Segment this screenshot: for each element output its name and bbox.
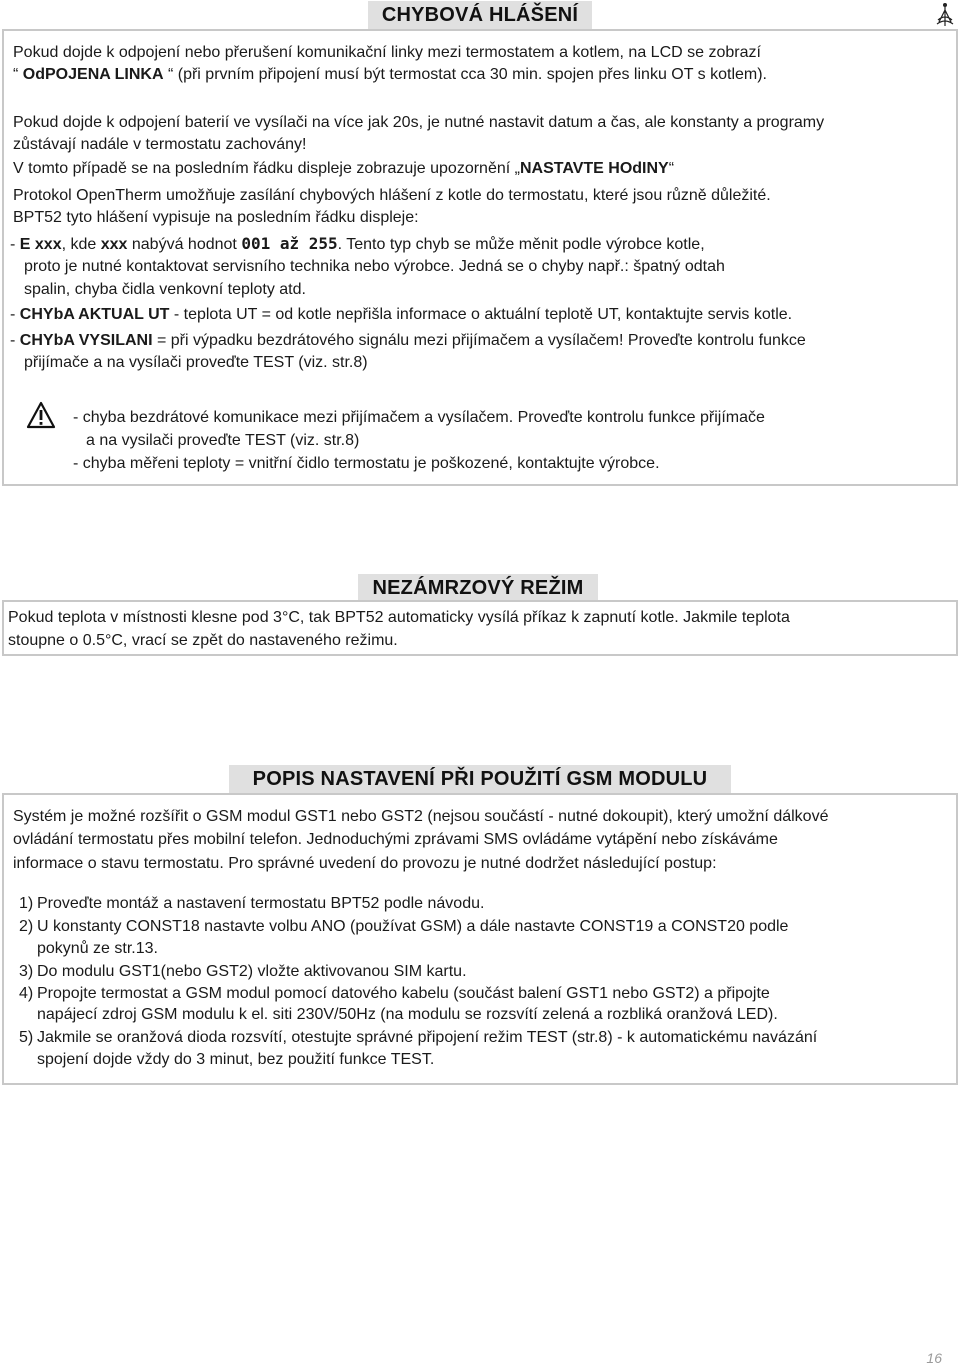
warning-line3: - chyba měřeni teploty = vnitřní čidlo termostatu je poškozené, kontaktujte výrobce. <box>73 455 660 472</box>
error-vysilani-line1 <box>10 330 806 352</box>
warning-line1: - chyba bezdrátové komunikace mezi přijímačem a vysílačem. Proveďte kontrolu funkce přijímače <box>73 409 765 426</box>
p5-line: BPT52 tyto hlášení vypisuje na posledním řádku displeje: <box>13 209 419 226</box>
step-4-line1: Propojte termostat a GSM modul pomocí datového kabelu (součást balení GST1 nebo GST2) a připojte <box>37 985 770 1002</box>
code-chyba-vysilani: CHYbA VYSILANI <box>19 332 153 349</box>
step-number: 3) <box>19 963 34 980</box>
step-4-line2: napájecí zdroj GSM modulu k el. siti 230V/50Hz (na modulu se rozsvítí zelená a rozbliká oranžová LED). <box>37 1006 778 1023</box>
text: - teplota UT = od kotle nepřišla informace o aktuální teplotě UT, kontaktujte servis kotle. <box>169 306 793 323</box>
section-title-frost-mode: NEZÁMRZOVÝ REŽIM <box>358 574 598 602</box>
text: nabývá hodnot <box>127 236 242 253</box>
dash: - <box>10 332 20 349</box>
step-2-line1: U konstanty CONST18 nastavte volbu ANO (používat GSM) a dále nastavte CONST19 a CONST20 podle <box>37 918 789 935</box>
gsm-intro-line1: Systém je možné rozšířit o GSM modul GST1 nebo GST2 (nejsou součástí - nutné dokoupit), který umožní dálkové <box>13 808 829 825</box>
frost-line2: stoupne o 0.5°C, vrací se zpět do nastaveného režimu. <box>8 632 398 649</box>
p1-line2-rest: “ (při prvním připojení musí být termostat cca 30 min. spojen přes linku OT s kotlem). <box>163 66 767 83</box>
error-exxx-line1 <box>10 233 705 256</box>
gsm-intro-line3: informace o stavu termostatu. Pro správné uvedení do provozu je nutné dodržet následující postup: <box>13 855 717 872</box>
code-chyba-aktual-ut: CHYbA AKTUAL UT <box>19 306 170 323</box>
brand-logo-icon <box>934 2 956 28</box>
section-title-error-messages: CHYBOVÁ HLÁŠENÍ <box>368 1 592 29</box>
code-exxx: E xxx <box>19 236 62 253</box>
code-range: 001 až 255 <box>241 234 338 253</box>
code-xxx: xxx <box>100 236 128 253</box>
dash: - <box>10 236 20 253</box>
text: = při výpadku bezdrátového signálu mezi přijímačem a vysílačem! Proveďte kontrolu funkce <box>152 332 806 349</box>
quote-open: “ <box>13 66 23 83</box>
p2-line1: Pokud dojde k odpojení baterií ve vysílači na více jak 20s, je nutné nastavit datum a čas, ale konstanty a programy <box>13 114 825 131</box>
step-number: 2) <box>19 918 34 935</box>
text: . Tento typ chyb se může měnit podle výrobce kotle, <box>337 236 705 253</box>
p3-post: “ <box>668 160 675 177</box>
step-number: 5) <box>19 1029 34 1046</box>
step-number: 4) <box>19 985 34 1002</box>
error-aktual-ut <box>10 304 792 326</box>
p4-line: Protokol OpenTherm umožňuje zasílání chybových hlášení z kotle do termostatu, které jsou různě důležité. <box>13 187 771 204</box>
step-number: 1) <box>19 895 34 912</box>
p1-line2 <box>13 64 767 86</box>
step-5-line1: Jakmile se oranžová dioda rozsvítí, otestujte správné připojení režim TEST (str.8) - k automatickému navázání <box>37 1029 818 1046</box>
page-number: 16 <box>926 1350 942 1366</box>
p1-line1: Pokud dojde k odpojení nebo přerušení komunikační linky mezi termostatem a kotlem, na LCD se zobrazí <box>13 44 761 61</box>
step-3-line1: Do modulu GST1(nebo GST2) vložte aktivovanou SIM kartu. <box>37 963 467 980</box>
gsm-intro-line2: ovládání termostatu přes mobilní telefon. Jednoduchými zprávami SMS ovládáme vytápění nebo získáváme <box>13 831 778 848</box>
text: , kde <box>61 236 101 253</box>
code-nastavte-hodiny: NASTAVTE HOdINY <box>519 160 669 177</box>
step-5-line2: spojení dojde vždy do 3 minut, bez použití funkce TEST. <box>37 1051 435 1068</box>
error-vysilani-line2: přijímače a na vysílači proveďte TEST (viz. str.8) <box>24 354 368 371</box>
frost-line1: Pokud teplota v místnosti klesne pod 3°C, tak BPT52 automaticky vysílá příkaz k zapnutí kotle. Jakmile teplota <box>8 609 790 626</box>
p2-line2: zůstávají nadále v termostatu zachovány! <box>13 136 307 153</box>
error-exxx-line2: proto je nutné kontaktovat servisního technika nebo výrobce. Jedná se o chyby např.: špatný odtah <box>24 258 725 275</box>
p3-line <box>13 158 674 180</box>
step-2-line2: pokynů ze str.13. <box>37 940 158 957</box>
dash: - <box>10 306 20 323</box>
p3-pre: V tomto případě se na posledním řádku displeje zobrazuje upozornění „ <box>13 160 520 177</box>
section-title-gsm-module: POPIS NASTAVENÍ PŘI POUŽITÍ GSM MODULU <box>229 765 731 794</box>
warning-line2: a na vysilači proveďte TEST (viz. str.8) <box>86 432 360 449</box>
error-exxx-line3: spalin, chyba čidla venkovní teploty atd. <box>24 281 306 298</box>
code-odpojena-linka: OdPOJENA LINKA <box>22 66 164 83</box>
warning-triangle-icon <box>26 401 56 429</box>
step-1-line1: Proveďte montáž a nastavení termostatu BPT52 podle návodu. <box>37 895 485 912</box>
